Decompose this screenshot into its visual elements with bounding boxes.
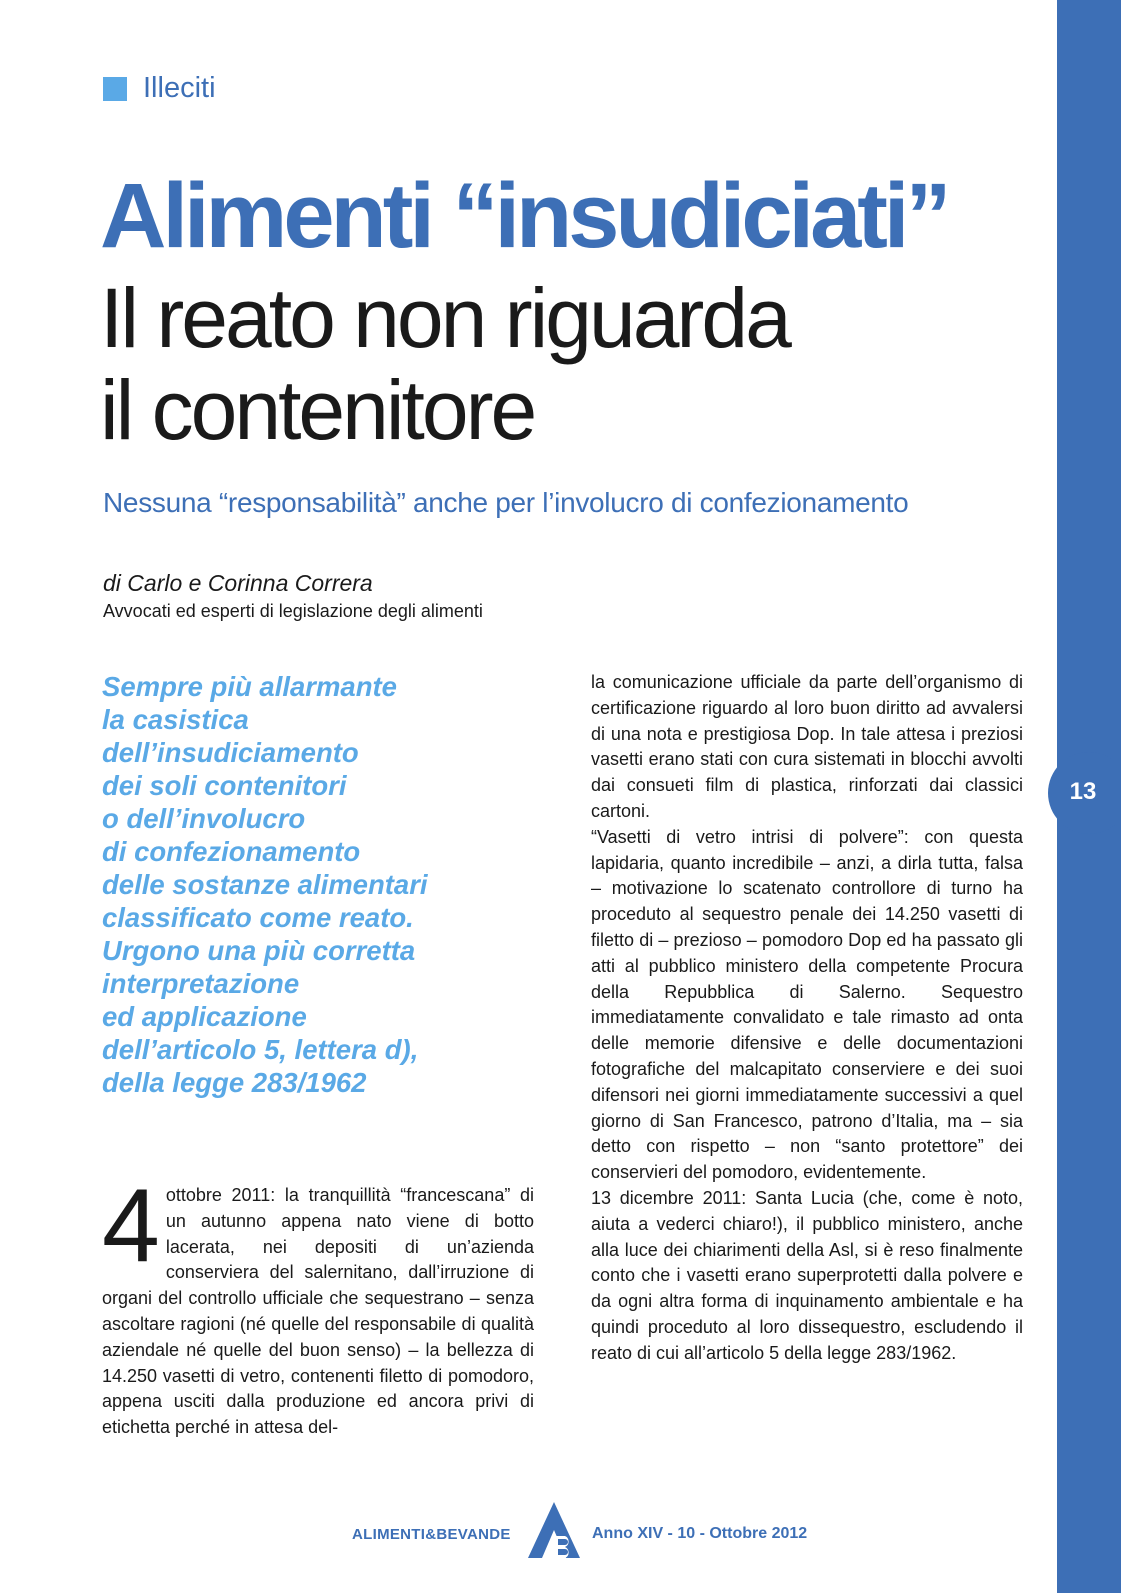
footer-issue: Anno XIV - 10 - Ottobre 2012 bbox=[592, 1525, 808, 1542]
pullquote-line: dell’insudiciamento bbox=[102, 737, 359, 768]
body-column-right bbox=[591, 670, 1023, 1367]
pullquote-line: dei soli contenitori bbox=[102, 770, 347, 801]
body-paragraph: 13 dicembre 2011: Santa Lucia (che, come è noto, aiuta a vederci chiaro!), il pubblico ministero, anche alla luce dei chiarimenti della Asl, si è reso finalmente conto che i vasetti erano superprotetti dalla polvere e da ogni altra forma di inquinamento ambientale e ha quindi proceduto al loro dissequestro, escludendo il reato di cui all’articolo 5 della legge 283/1962. bbox=[591, 1187, 1023, 1363]
body-column-left bbox=[102, 1168, 534, 1441]
byline-affiliation: Avvocati ed esperti di legislazione degli alimenti bbox=[103, 601, 483, 621]
section-label: Illeciti bbox=[143, 72, 216, 104]
magazine-logo-icon bbox=[524, 1500, 584, 1560]
pullquote-line: di confezionamento bbox=[102, 836, 361, 867]
page-number: 13 bbox=[1069, 778, 1097, 805]
pullquote-line: interpretazione bbox=[102, 968, 300, 999]
headline-line-3: il contenitore bbox=[100, 363, 535, 457]
section-marker-square bbox=[103, 77, 127, 101]
byline-authors: di Carlo e Corinna Correra bbox=[103, 570, 373, 596]
pullquote-line: dell’articolo 5, lettera d), bbox=[102, 1034, 419, 1065]
pullquote-line: della legge 283/1962 bbox=[102, 1067, 367, 1098]
headline-line-2: Il reato non riguarda bbox=[100, 271, 789, 365]
pullquote bbox=[102, 670, 522, 1099]
pullquote-line: Urgono una più corretta bbox=[102, 935, 416, 966]
pullquote-line: la casistica bbox=[102, 704, 249, 735]
headline-line-1: Alimenti “insudiciati” bbox=[100, 165, 948, 267]
body-paragraph: “Vasetti di vetro intrisi di polvere”: con questa lapidaria, quanto incredibile – anzi, a dirla tutta, falsa – motivazione lo scatenato controllore di turno ha proceduto al sequestro penale dei 14.250 vasetti di filetto di – prezioso – pomodoro Dop ed ha passato gli atti al pubblico ministero della competente Procura della Repubblica di Salerno. Sequestro immediatamente convalidato e tale rimasto ad onta delle memorie difensive e delle documentazioni fotografiche del malcapitato conserviere e dei suoi difensori nei giorni immediatamente successivi a quel giorno di San Francesco, patrono d’Italia, ma – sia detto con rispetto – non “santo protettore” dei conservieri del pomodoro, evidentemente. bbox=[591, 826, 1023, 1183]
pullquote-line: ed applicazione bbox=[102, 1001, 307, 1032]
drop-cap: 4 bbox=[102, 1168, 160, 1284]
pullquote-line: Sempre più allarmante bbox=[102, 671, 397, 702]
body-paragraph: ottobre 2011: la tranquillità “francescana” di un autunno appena nato viene di botto lacerata, nei depositi di un’azienda conserviera del salernitano, dall’irruzione di organi del controllo ufficiale che sequestrano – senza ascoltare ragioni (né quelle del responsabile di qualità aziendale né quelle del buon senso) – la bellezza di 14.250 vasetti di vetro, contenenti filetto di pomodoro, appena usciti dalla produzione ed ancora privi di etichetta perché in attesa del- bbox=[102, 1185, 534, 1438]
pullquote-line: classificato come reato. bbox=[102, 902, 414, 933]
pullquote-line: o dell’involucro bbox=[102, 803, 306, 834]
pullquote-line: delle sostanze alimentari bbox=[102, 869, 428, 900]
subtitle: Nessuna “responsabilità” anche per l’involucro di confezionamento bbox=[103, 487, 909, 518]
body-paragraph: la comunicazione ufficiale da parte dell’organismo di certificazione riguardo al loro buon diritto ad avvalersi di una nota e prestigiosa Dop. In tale attesa i preziosi vasetti erano stati con cura sistemati in blocchi avvolti dai consueti film di plastica, rinforzati dai classici cartoni. bbox=[591, 672, 1023, 821]
footer-brand: ALIMENTI&BEVANDE bbox=[352, 1526, 511, 1543]
